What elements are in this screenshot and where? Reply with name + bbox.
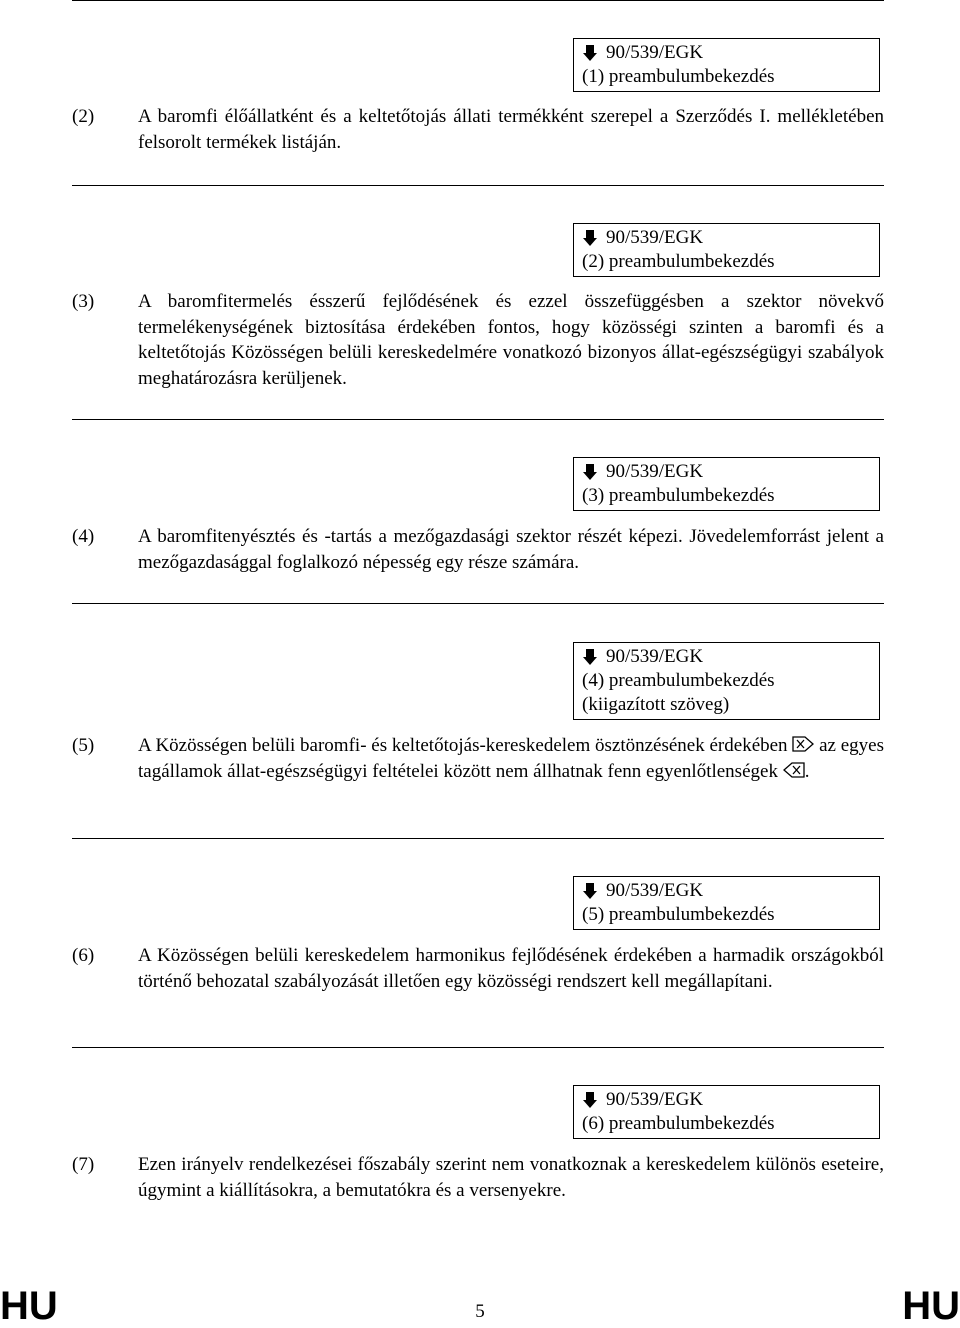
paragraph-text: A baromfi élőállatként és a keltetőtojás állati termékként szerepel a Szerződés I. mellékletében felsorolt termékek listáján. — [138, 106, 884, 153]
recital-paragraph — [72, 104, 884, 155]
section-divider — [72, 838, 884, 839]
paragraph-text — [138, 733, 884, 784]
reference-act: 90/539/EGK — [606, 880, 704, 901]
reference-act: 90/539/EGK — [606, 1089, 704, 1110]
reference-box — [573, 1085, 880, 1139]
reference-box — [573, 457, 880, 511]
reference-box — [573, 223, 880, 277]
reference-act: 90/539/EGK — [606, 646, 704, 667]
reference-recital: (2) preambulumbekezdés — [582, 251, 775, 272]
reference-box — [573, 38, 880, 92]
recital-paragraph — [72, 733, 884, 784]
reference-act: 90/539/EGK — [606, 227, 704, 248]
paragraph-text-after: . — [804, 760, 810, 782]
paragraph-text-inserted: az egyes tagállamok állat-egészségügyi feltételei között nem állhatnak fenn egyenlőtlenségek — [138, 735, 884, 782]
reference-recital: (6) preambulumbekezdés — [582, 1113, 775, 1134]
down-arrow-icon — [582, 1091, 598, 1109]
top-rule — [72, 0, 884, 1]
reference-act: 90/539/EGK — [606, 42, 704, 63]
reference-recital: (1) preambulumbekezdés — [582, 66, 775, 87]
paragraph-number: (3) — [72, 291, 95, 312]
language-code-left: HU — [0, 1284, 58, 1328]
section-divider — [72, 185, 884, 186]
section-divider — [72, 1047, 884, 1048]
down-arrow-icon — [582, 44, 598, 62]
paragraph-number: (5) — [72, 735, 95, 756]
reference-recital: (4) preambulumbekezdés — [582, 670, 775, 691]
paragraph-number: (4) — [72, 526, 95, 547]
down-arrow-icon — [582, 229, 598, 247]
down-arrow-icon — [582, 463, 598, 481]
insertion-end-icon — [783, 762, 805, 778]
paragraph-number: (6) — [72, 945, 95, 966]
paragraph-number: (2) — [72, 106, 95, 127]
down-arrow-icon — [582, 648, 598, 666]
recital-paragraph — [72, 1152, 884, 1203]
reference-act: 90/539/EGK — [606, 461, 704, 482]
recital-paragraph — [72, 289, 884, 391]
section-divider — [72, 419, 884, 420]
paragraph-number: (7) — [72, 1154, 95, 1175]
reference-note: (kiigazított szöveg) — [582, 694, 730, 715]
reference-box — [573, 642, 880, 720]
insertion-start-icon — [792, 736, 814, 752]
section-divider — [72, 603, 884, 604]
recital-paragraph — [72, 943, 884, 994]
page-number: 5 — [475, 1301, 485, 1322]
reference-recital: (3) preambulumbekezdés — [582, 485, 775, 506]
paragraph-text: A baromfitermelés ésszerű fejlődésének és ezzel összefüggésben a szektor növekvő termelékenységének biztosítása érdekében fontos, hogy közösségi szinten a baromfi és a keltetőtojás Közösségen belüli kereskedelmére vonatkozó bizonyos állat-egészségügyi szabályok meghatározásra kerüljenek. — [138, 291, 884, 389]
recital-paragraph — [72, 524, 884, 575]
paragraph-text: A Közösségen belüli kereskedelem harmonikus fejlődésének érdekében a harmadik országokból történő behozatal szabályozását illetően egy közösségi rendszert kell megállapítani. — [138, 945, 884, 992]
paragraph-text: Ezen irányelv rendelkezései főszabály szerint nem vonatkoznak a kereskedelem különös eseteire, úgymint a kiállításokra, a bemutatókra és a versenyekre. — [138, 1154, 884, 1201]
paragraph-text-before: A Közösségen belüli baromfi- és keltetőtojás-kereskedelem ösztönzésének érdekében — [138, 735, 788, 756]
language-code-right: HU — [902, 1284, 960, 1328]
reference-recital: (5) preambulumbekezdés — [582, 904, 775, 925]
reference-box — [573, 876, 880, 930]
paragraph-text: A baromfitenyésztés és -tartás a mezőgazdasági szektor részét képezi. Jövedelemforrást jelent a mezőgazdasággal foglalkozó népesség egy része számára. — [138, 526, 884, 573]
down-arrow-icon — [582, 882, 598, 900]
